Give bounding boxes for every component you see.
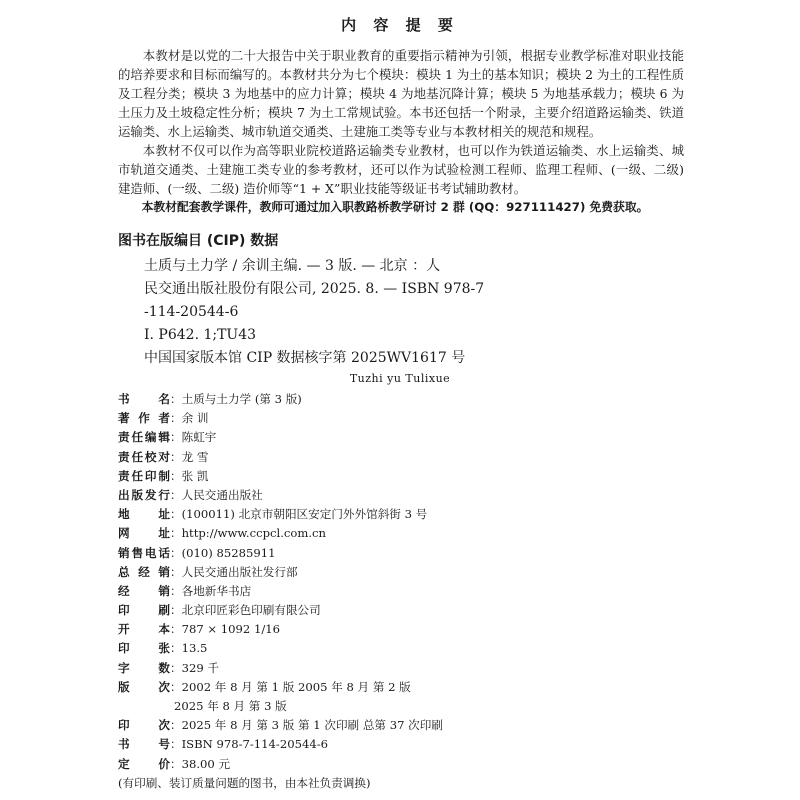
- cip-line: Ⅰ. P642. 1;TU43: [144, 327, 257, 343]
- info-row-editor: [118, 428, 678, 447]
- summary-paragraph-1: 本教材是以党的二十大报告中关于职业教育的重要指示精神为引领，根据专业教学标准对职业技能的培养要求和目标而编写的。本教材共分为七个模块：模块 1 为土的基本知识；模块 2 为土的工程性质及工程分类；模块 3 为地基中的应力计算；模块 4 为地基沉降计算；模块 5 为地基承载力；模块 6 为土压力及土坡稳定性分析；模块 7 为土工常规试验。本书还包括一个附录，主要介绍道路运输类、铁道运输类、水上运输类、城市轨道交通类、土建施工类等专业与本教材相关的规范和规程。: [118, 48, 684, 139]
- page-title: 内 容 提 要: [341, 16, 459, 34]
- cip-line: 中国国家版本馆 CIP 数据核字第 2025WV1617 号: [144, 350, 466, 366]
- info-value: ：人民交通出版社: [170, 487, 263, 502]
- cip-line: 土质与土力学 / 余训主编. — 3 版. — 北京 ：人: [144, 258, 441, 274]
- info-label: 字 数: [118, 660, 170, 675]
- info-row-printing: [118, 716, 678, 735]
- publication-info: [118, 390, 678, 793]
- info-row-sheets: [118, 639, 678, 658]
- info-value: ：http://www.ccpcl.com.cn: [170, 526, 327, 541]
- info-row-edition-continued: [118, 697, 678, 716]
- info-label: 印 刷: [118, 603, 170, 618]
- info-row-phone: [118, 544, 678, 563]
- cip-line: 民交通出版社股份有限公司, 2025. 8. — ISBN 978-7: [144, 281, 485, 297]
- pinyin-title: Tuzhi yu Tulixue: [349, 372, 451, 385]
- info-label: 责任印制: [118, 468, 170, 483]
- info-label: 地 址: [118, 507, 170, 522]
- info-value: ：(100011) 北京市朝阳区安定门外外馆斜街 3 号: [170, 507, 428, 522]
- info-row-print-manager: [118, 467, 678, 486]
- info-row-title: [118, 390, 678, 409]
- info-row-printer: [118, 601, 678, 620]
- info-label: 印 张: [118, 641, 170, 656]
- content-summary: [118, 46, 684, 217]
- info-value: ：38.00 元: [170, 756, 231, 771]
- info-label: 销售电话: [118, 545, 170, 560]
- info-label: 印 次: [118, 718, 170, 733]
- info-value: ：13.5: [170, 641, 208, 656]
- cip-line: -114-20544-6: [144, 304, 239, 320]
- info-label: 书 名: [118, 392, 170, 406]
- info-label: 开 本: [118, 622, 170, 637]
- info-value: ：龙 雪: [170, 449, 209, 464]
- info-value: ：(010) 85285911: [170, 545, 276, 560]
- info-label: 著 作 者: [118, 411, 170, 426]
- cip-heading: 图书在版编目 (CIP) 数据: [118, 233, 279, 249]
- info-label: 定 价: [118, 756, 170, 771]
- info-label: 网 址: [118, 526, 170, 541]
- info-row-price: [118, 755, 678, 774]
- info-label: 书 号: [118, 737, 170, 752]
- info-row-address: [118, 505, 678, 524]
- info-value: ：各地新华书店: [170, 583, 252, 598]
- info-label: 责任编辑: [118, 430, 170, 445]
- info-label: 总 经 销: [118, 564, 170, 579]
- info-row-website: [118, 524, 678, 543]
- info-row-distributor: [118, 582, 678, 601]
- info-row-edition: [118, 678, 678, 697]
- info-row-proofreader: [118, 448, 678, 467]
- info-label: 经 销: [118, 583, 170, 598]
- info-value: ：人民交通出版社发行部: [170, 564, 298, 579]
- info-value: ：2025 年 8 月 第 3 版 第 1 次印刷 总第 37 次印刷: [170, 718, 443, 733]
- info-value: ：北京印匠彩色印刷有限公司: [170, 603, 321, 618]
- summary-paragraph-2: 本教材不仅可以作为高等职业院校道路运输类专业教材，也可以作为铁道运输类、水上运输类、城市轨道交通类、土建施工类专业的参考教材，还可以作为试验检测工程师、监理工程师、(一级、二级) 建造师、(一级、二级) 造价师等“1 + X”职业技能等级证书考试辅助教材。: [118, 143, 684, 196]
- summary-paragraph-3: 本教材配套教学课件，教师可通过加入职教路桥教学研讨 2 群 (QQ：927111427) 免费获取。: [141, 200, 649, 214]
- info-label: 版 次: [118, 679, 170, 694]
- info-value: ：陈虹宇: [170, 430, 217, 445]
- info-value: ：张 凯: [170, 468, 209, 483]
- info-row-word-count: [118, 659, 678, 678]
- quality-footnote: (有印刷、装订质量问题的图书，由本社负责调换): [118, 775, 371, 790]
- info-row-general-distributor: [118, 563, 678, 582]
- info-row-publisher: [118, 486, 678, 505]
- info-value: ：2002 年 8 月 第 1 版 2005 年 8 月 第 2 版: [170, 679, 411, 694]
- info-value: ：土质与土力学 (第 3 版): [170, 392, 302, 406]
- info-value: ：787 × 1092 1/16: [170, 622, 281, 637]
- cip-block: [118, 230, 678, 370]
- info-row-author: [118, 409, 678, 428]
- info-value: ：329 千: [170, 660, 220, 675]
- info-value: ：余 训: [170, 411, 209, 426]
- info-value: ：ISBN 978-7-114-20544-6: [170, 737, 329, 752]
- info-row-format: [118, 620, 678, 639]
- info-label: 责任校对: [118, 449, 170, 464]
- info-label: 出版发行: [118, 487, 170, 502]
- info-row-isbn: [118, 735, 678, 754]
- info-value: 2025 年 8 月 第 3 版: [174, 699, 287, 713]
